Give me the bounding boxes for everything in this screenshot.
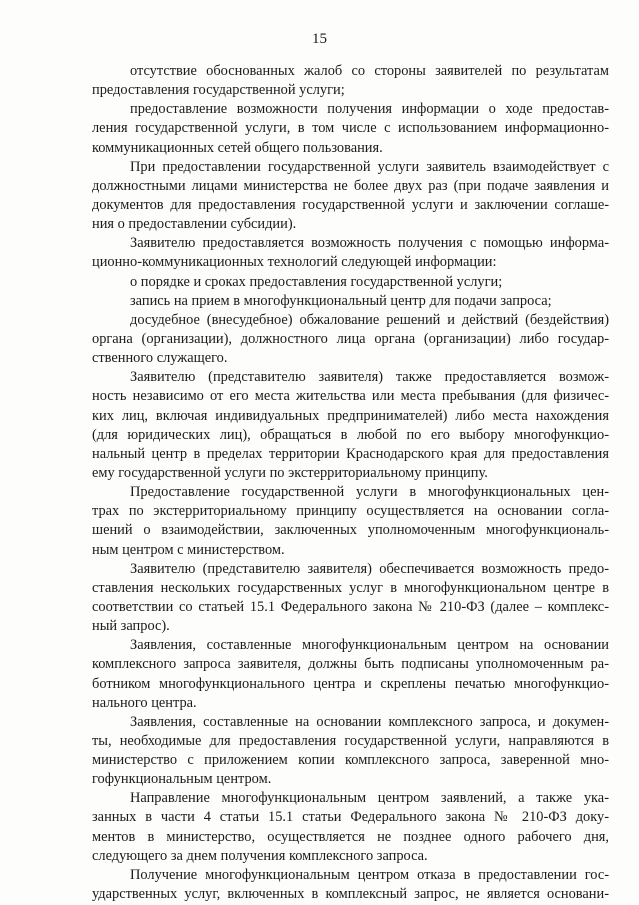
text-line: министерство с приложением копии комплексного запроса, заверенной мно- — [92, 752, 609, 769]
text-line: комплексного запроса заявителя, должны быть подписаны уполномоченным ра- — [92, 656, 609, 673]
text-line: предоставления государственной услуги; — [92, 82, 345, 99]
text-line: Заявителю (представителю заявителя) обеспечивается возможность предо- — [130, 560, 609, 577]
text-line: ты, необходимые для предоставления государственной услуги, направляются в — [92, 732, 609, 749]
text-line: При предоставлении государственной услуги заявитель взаимодействует с — [130, 158, 609, 175]
text-line: соответствии со статьей 15.1 Федерального закона № 210-ФЗ (далее – комплекс- — [92, 598, 609, 615]
text-line: следующего за днем получения комплексного запроса. — [92, 847, 428, 864]
text-line: документов для предоставления государственной услуги и заключении соглаше- — [92, 196, 609, 213]
text-line: ность независимо от его места жительства или места пребывания (для физичес- — [92, 388, 609, 405]
text-line: ударственных услуг, включенных в комплексный запрос, не является основани- — [92, 886, 609, 903]
text-line: (для юридических лиц), обращаться в любой по его выбору многофункцио- — [92, 426, 609, 443]
text-line: ему государственной услуги по экстерриториальному принципу. — [92, 464, 488, 481]
text-line: гофункциональным центром. — [92, 771, 272, 788]
text-line: Заявителю предоставляется возможность получения с помощью информа- — [130, 235, 609, 252]
text-line: Получение многофункциональным центром отказа в предоставлении гос- — [130, 866, 609, 883]
text-line: ления государственной услуги, в том числе с использованием информационно- — [92, 120, 609, 137]
text-line: занных в части 4 статьи 15.1 статьи Федерального закона № 210-ФЗ доку- — [92, 809, 609, 826]
text-line: органа (организации), должностного лица органа (организации) либо государ- — [92, 330, 609, 347]
text-line: Заявления, составленные многофункциональным центром на основании — [130, 637, 609, 654]
text-line: Направление многофункциональным центром заявлений, а также ука- — [130, 790, 609, 807]
text-line: ботником многофункционального центра и скреплены печатью многофункцио- — [92, 675, 609, 692]
text-line: ственного служащего. — [92, 350, 228, 367]
text-line: ния о предоставлении субсидии). — [92, 216, 297, 233]
text-line: нальный центр в пределах территории Краснодарского края для предоставления — [92, 445, 609, 462]
text-line: ционно-коммуникационных технологий следующей информации: — [92, 254, 497, 271]
text-line: Предоставление государственной услуги в многофункциональных цен- — [130, 484, 609, 501]
text-line: ным центром с министерством. — [92, 541, 285, 558]
document-body — [92, 62, 609, 904]
text-line: досудебное (внесудебное) обжалование решений и действий (бездействия) — [130, 311, 609, 328]
text-line: Заявителю (представителю заявителя) также предоставляется возмож- — [130, 369, 609, 386]
text-line: предоставление возможности получения информации о ходе предостав- — [130, 101, 609, 118]
text-line: шений о взаимодействии, заключенных уполномоченным многофункциональ- — [92, 522, 609, 539]
text-line: трах по экстерриториальному принципу осуществляется на основании согла- — [92, 503, 609, 520]
text-line: нального центра. — [92, 694, 197, 711]
text-line: ких лиц, включая индивидуальных предпринимателей) либо места нахождения — [92, 407, 609, 424]
text-line: о порядке и сроках предоставления государственной услуги; — [130, 273, 503, 290]
text-line: ментов в министерство, осуществляется не позднее одного рабочего дня, — [92, 828, 609, 845]
text-line: ставления нескольких государственных услуг в многофункциональном центре в — [92, 579, 609, 596]
text-line: должностными лицами министерства не более двух раз (при подаче заявления и — [92, 177, 609, 194]
text-line: коммуникационных сетей общего пользования. — [92, 139, 383, 156]
page-number: 15 — [312, 31, 327, 47]
text-line: Заявления, составленные на основании комплексного запроса, и докумен- — [130, 713, 609, 730]
text-line: запись на прием в многофункциональный центр для подачи запроса; — [130, 292, 552, 309]
text-line: отсутствие обоснованных жалоб со стороны заявителей по результатам — [130, 63, 609, 79]
text-line: ный запрос). — [92, 618, 170, 635]
